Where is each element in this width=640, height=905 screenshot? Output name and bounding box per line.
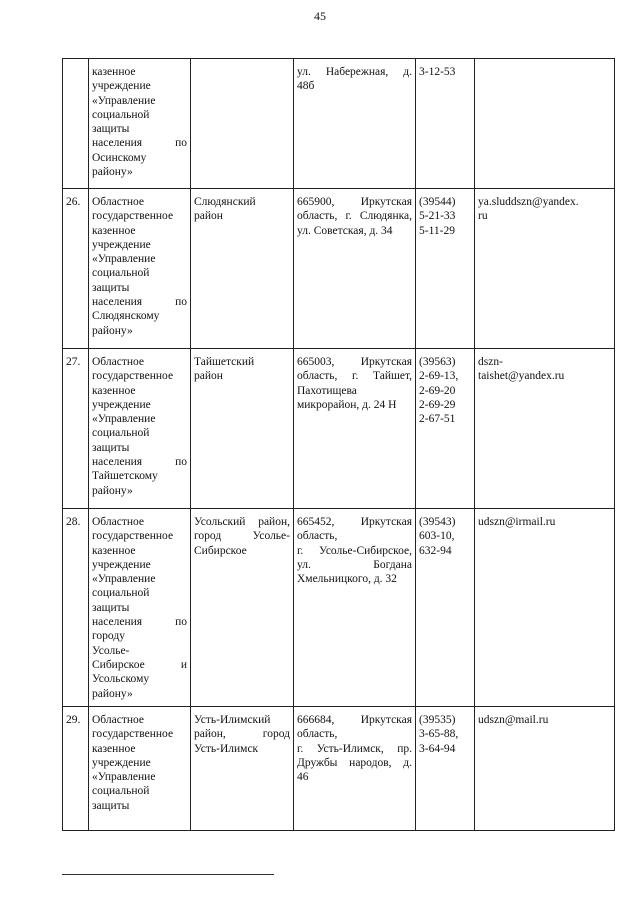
phone-cell [416, 509, 475, 707]
cell-line: 666684, Иркутская [297, 714, 412, 726]
email-cell [475, 707, 615, 831]
cell-line: Усть-Илимский [194, 714, 271, 726]
cell-line: 46 [297, 771, 309, 784]
row-number-cell: 27. [63, 349, 89, 509]
service-area-cell [191, 189, 294, 349]
cell-line: г. Усть-Илимск, пр. [297, 742, 412, 755]
cell-line: Усть-Илимск [194, 742, 259, 755]
cell-line: защиты [92, 441, 130, 454]
table-row [63, 349, 615, 509]
cell-line: «Управление [92, 771, 156, 784]
cell-line: микрорайон, д. 24 Н [297, 398, 397, 411]
cell-line: район [194, 210, 223, 223]
institution-name-cell [89, 707, 191, 831]
table-row [63, 707, 615, 831]
cell-line: 632-94 [419, 544, 452, 557]
cell-line: населения по [92, 296, 187, 309]
cell-line: Усольский район, [194, 516, 290, 528]
service-area-cell [191, 349, 294, 509]
institution-name-cell [89, 59, 191, 189]
cell-line: (39563) [419, 356, 456, 368]
cell-line: «Управление [92, 253, 156, 266]
cell-line: району» [92, 687, 133, 700]
cell-line: Хмельницкого, д. 32 [297, 573, 397, 586]
cell-line: 3-64-94 [419, 742, 456, 755]
cell-line: учреждение [92, 398, 151, 411]
cell-line: «Управление [92, 413, 156, 426]
cell-line: 3-65-88, [419, 728, 459, 741]
cell-line: государственное [92, 370, 174, 383]
cell-line: Пахотищева [297, 384, 357, 397]
email-cell [475, 509, 615, 707]
cell-line: 2-69-20 [419, 384, 456, 397]
email-cell [475, 59, 615, 189]
table-row [63, 509, 615, 707]
row-number-cell [63, 59, 89, 189]
cell-line: (39543) [419, 516, 456, 528]
address-cell [294, 349, 416, 509]
footnote-separator [62, 874, 274, 875]
cell-line: 2-69-29 [419, 398, 456, 411]
cell-line: ул. Набережная, д. [297, 66, 412, 78]
cell-line: ru [478, 210, 488, 223]
cell-line: Тайшетский [194, 356, 255, 368]
cell-line: ya.sluddszn@yandex. [478, 196, 579, 208]
cell-line: учреждение [92, 238, 151, 251]
cell-line: район, город [194, 728, 290, 741]
cell-line: Областное [92, 516, 144, 528]
institutions-table-body [63, 59, 615, 831]
cell-line: г. Усолье-Сибирское, [297, 544, 412, 557]
cell-line: населения по [92, 456, 187, 469]
cell-line: населения по [92, 616, 187, 629]
cell-line: Областное [92, 714, 144, 726]
email-cell [475, 189, 615, 349]
cell-line: Усолье- [92, 644, 130, 657]
cell-line: 5-21-33 [419, 210, 456, 223]
service-area-cell [191, 707, 294, 831]
cell-line: район [194, 370, 223, 383]
cell-line: 603-10, [419, 530, 455, 543]
cell-line: защиты [92, 799, 130, 812]
institutions-table [62, 58, 615, 831]
cell-line: Областное [92, 196, 144, 208]
cell-line: учреждение [92, 756, 151, 769]
cell-line: казенное [92, 742, 136, 755]
cell-line: учреждение [92, 558, 151, 571]
address-cell [294, 189, 416, 349]
cell-line: dszn- [478, 356, 503, 368]
phone-cell [416, 349, 475, 509]
cell-line: 665003, Иркутская [297, 356, 412, 368]
cell-line: udszn@mail.ru [478, 714, 549, 726]
cell-line: udszn@irmail.ru [478, 516, 556, 528]
cell-line: (39535) [419, 714, 456, 726]
cell-line: taishet@yandex.ru [478, 370, 565, 383]
cell-line: область, [297, 728, 338, 741]
cell-line: Слюдянский [194, 196, 256, 208]
cell-line: «Управление [92, 94, 156, 107]
cell-line: 3-12-53 [419, 66, 456, 78]
cell-line: область, г. Тайшет, [297, 370, 412, 383]
table-row [63, 189, 615, 349]
institution-name-cell [89, 509, 191, 707]
cell-line: область, [297, 530, 338, 543]
cell-line: государственное [92, 530, 174, 543]
email-cell [475, 349, 615, 509]
cell-line: (39544) [419, 196, 456, 208]
cell-line: району» [92, 166, 133, 179]
cell-line: Тайшетскому [92, 470, 158, 483]
phone-cell [416, 189, 475, 349]
cell-line: 5-11-29 [419, 224, 455, 237]
cell-line: социальной [92, 587, 150, 600]
cell-line: защиты [92, 123, 130, 136]
cell-line: защиты [92, 281, 130, 294]
cell-line: городу [92, 630, 125, 643]
cell-line: город Усолье- [194, 530, 290, 543]
cell-line: 2-67-51 [419, 413, 456, 426]
cell-line: району» [92, 324, 133, 337]
cell-line: «Управление [92, 573, 156, 586]
page-number: 45 [314, 9, 326, 23]
cell-line: Осинскому [92, 151, 147, 164]
cell-line: государственное [92, 210, 174, 223]
cell-line: 665452, Иркутская [297, 516, 412, 528]
cell-line: Дружбы народов, д. [297, 756, 412, 769]
cell-line: 48б [297, 80, 315, 93]
cell-line: району» [92, 484, 133, 497]
address-cell [294, 509, 416, 707]
service-area-cell [191, 59, 294, 189]
cell-line: защиты [92, 601, 130, 614]
cell-line: социальной [92, 267, 150, 280]
row-number-cell: 26. [63, 189, 89, 349]
cell-line: Сибирское и [92, 658, 187, 671]
cell-line: Усольскому [92, 673, 150, 686]
cell-line: Слюдянскому [92, 310, 160, 323]
cell-line: область, г. Слюдянка, [297, 210, 412, 223]
cell-line: 2-69-13, [419, 370, 459, 383]
cell-line: Сибирское [194, 544, 247, 557]
address-cell [294, 59, 416, 189]
phone-cell [416, 707, 475, 831]
institution-name-cell [89, 189, 191, 349]
cell-line: казенное [92, 66, 136, 78]
address-cell [294, 707, 416, 831]
cell-line: казенное [92, 384, 136, 397]
cell-line: казенное [92, 544, 136, 557]
row-number-cell: 29. [63, 707, 89, 831]
cell-line: государственное [92, 728, 174, 741]
cell-line: населения по [92, 137, 187, 150]
cell-line: социальной [92, 108, 150, 121]
cell-line: социальной [92, 785, 150, 798]
cell-line: социальной [92, 427, 150, 440]
service-area-cell [191, 509, 294, 707]
cell-line: 665900, Иркутская [297, 196, 412, 208]
institution-name-cell [89, 349, 191, 509]
table-row [63, 59, 615, 189]
cell-line: ул. Богдана [297, 558, 412, 571]
cell-line: казенное [92, 224, 136, 237]
row-number-cell: 28. [63, 509, 89, 707]
cell-line: Областное [92, 356, 144, 368]
cell-line: учреждение [92, 80, 151, 93]
phone-cell [416, 59, 475, 189]
cell-line: ул. Советская, д. 34 [297, 224, 393, 237]
